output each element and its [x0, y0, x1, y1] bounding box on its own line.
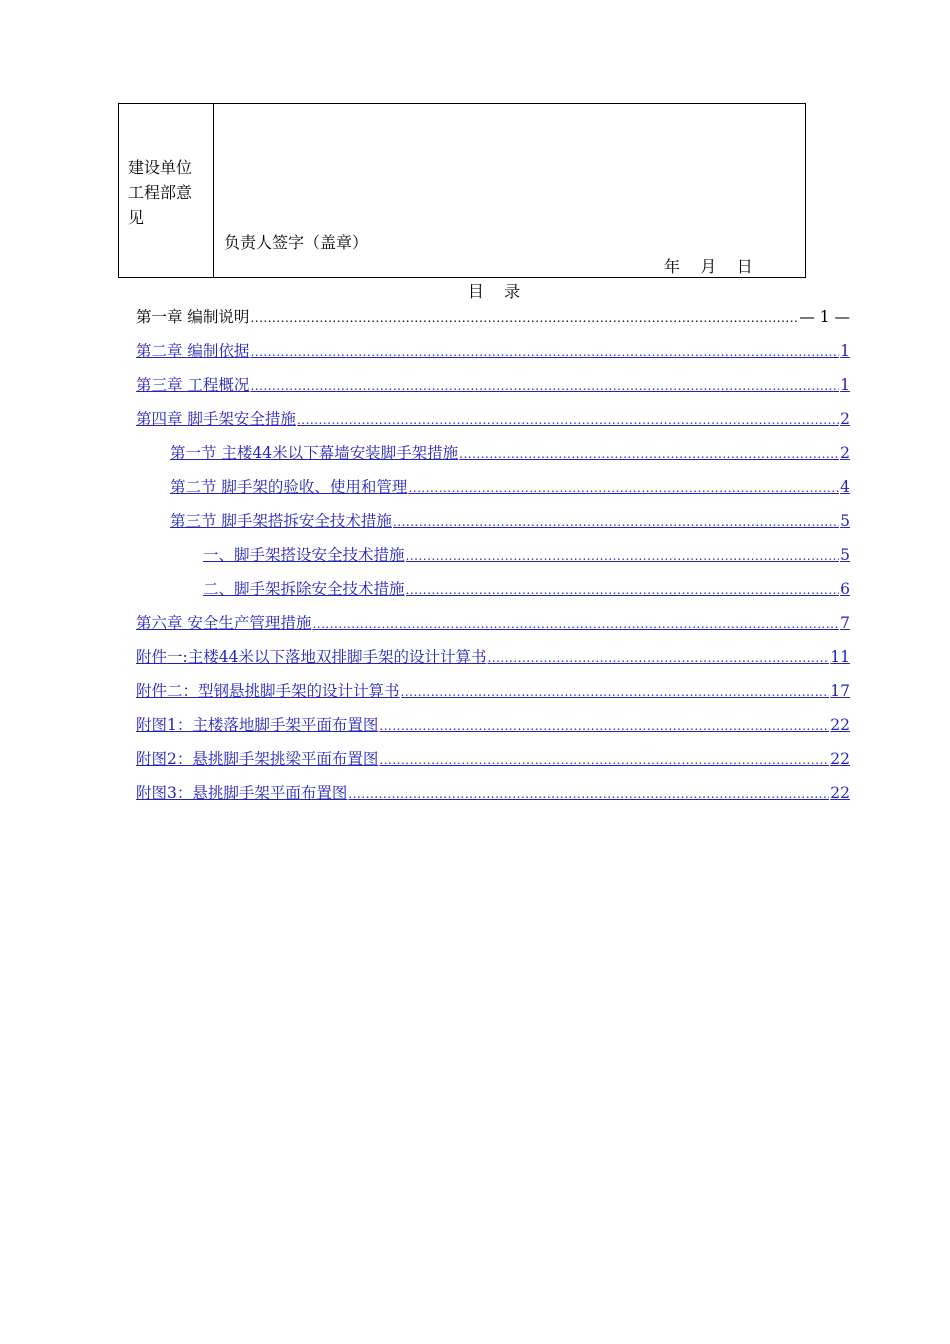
toc-entry-subsection-2[interactable] — [203, 578, 850, 601]
toc-entry-text: 第四章 脚手架安全措施 — [136, 410, 296, 428]
toc-page-number: 4 — [840, 478, 850, 496]
toc-entry-text: 第三章 工程概况 — [136, 376, 250, 394]
toc-entry-section-2[interactable] — [170, 476, 850, 499]
approval-table — [118, 103, 806, 278]
toc-leader — [408, 477, 839, 499]
toc-entry-appendix-2[interactable] — [136, 680, 850, 703]
toc-entry-text: 第二章 编制依据 — [136, 342, 250, 360]
toc-entry-text: 附件一:主楼44米以下落地双排脚手架的设计计算书 — [136, 648, 487, 666]
toc-entry-figure-3[interactable] — [136, 782, 850, 805]
toc-leader — [459, 443, 839, 465]
toc-entry-text: 一、脚手架搭设安全技术措施 — [203, 546, 405, 564]
toc-leader — [250, 307, 798, 329]
toc-leader — [487, 647, 829, 669]
toc-entry-text: 附图3：悬挑脚手架平面布置图 — [136, 784, 348, 802]
toc-page-number: 1 — [840, 342, 850, 360]
toc-entry-subsection-1[interactable] — [203, 544, 850, 567]
toc-entry-appendix-1[interactable] — [136, 646, 850, 669]
toc-leader — [379, 715, 829, 737]
toc-leader — [297, 409, 839, 431]
toc-entry-figure-1[interactable] — [136, 714, 850, 737]
toc-page-number: 5 — [840, 512, 850, 530]
toc-entry-section-1[interactable] — [170, 442, 850, 465]
toc-title: 目 录 — [467, 282, 521, 301]
toc-page-number: 11 — [830, 648, 850, 666]
toc-entry-text: 附件二：型钢悬挑脚手架的设计计算书 — [136, 682, 400, 700]
toc-entry-chapter-4[interactable] — [136, 408, 850, 431]
toc-leader — [250, 341, 839, 363]
approval-label: 建设单位工程部意见 — [128, 158, 193, 227]
toc-page-number: 17 — [830, 682, 850, 700]
toc-leader — [250, 375, 839, 397]
table-divider — [213, 104, 214, 277]
toc-leader — [401, 681, 830, 703]
toc-page-number: 5 — [840, 546, 850, 564]
toc-entry-figure-2[interactable] — [136, 748, 850, 771]
toc-entry-section-3[interactable] — [170, 510, 850, 533]
signature-label: 负责人签字（盖章） — [224, 233, 369, 252]
toc-entry-text: 二、脚手架拆除安全技术措施 — [203, 580, 405, 598]
toc-entry-chapter-2[interactable] — [136, 340, 850, 363]
toc-leader — [312, 613, 839, 635]
toc-leader — [406, 545, 840, 567]
toc-entry-text: 第二节 脚手架的验收、使用和管理 — [170, 478, 408, 496]
toc-page-number: 2 — [840, 410, 850, 428]
date-label: 年 月 日 — [664, 257, 753, 276]
toc-page-number: 1 — [840, 376, 850, 394]
toc-page-number: 2 — [840, 444, 850, 462]
toc-entry-text: 第一章 编制说明 — [136, 308, 250, 326]
toc-leader — [393, 511, 839, 533]
toc-entry-text: 附图1：主楼落地脚手架平面布置图 — [136, 716, 379, 734]
toc-page-number: 22 — [830, 716, 850, 734]
toc-leader — [348, 783, 829, 805]
toc-entry-text: 第六章 安全生产管理措施 — [136, 614, 312, 632]
toc-entry-chapter-3[interactable] — [136, 374, 850, 397]
toc-entry-text: 附图2：悬挑脚手架挑梁平面布置图 — [136, 750, 379, 768]
toc-page-number: — 1 — — [799, 308, 850, 326]
toc-entry-chapter-6[interactable] — [136, 612, 850, 635]
toc-page-number: 22 — [830, 750, 850, 768]
toc-leader — [406, 579, 840, 601]
toc-entry-text: 第三节 脚手架搭拆安全技术措施 — [170, 512, 392, 530]
toc-entry-text: 第一节 主楼44米以下幕墙安装脚手架措施 — [170, 444, 459, 462]
toc-leader — [379, 749, 829, 771]
toc-entry-chapter-1 — [136, 306, 850, 329]
toc-page-number: 22 — [830, 784, 850, 802]
toc-page-number: 6 — [840, 580, 850, 598]
toc-page-number: 7 — [840, 614, 850, 632]
